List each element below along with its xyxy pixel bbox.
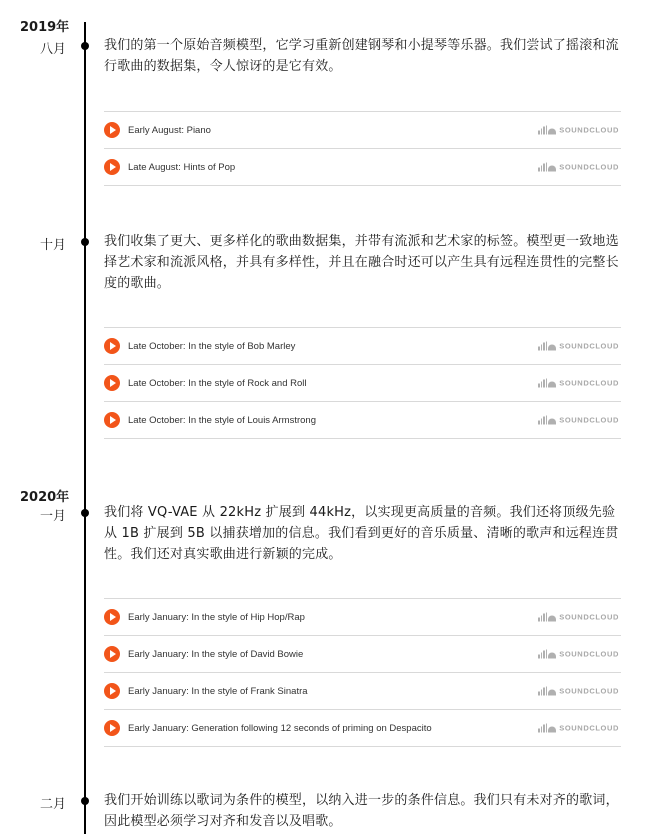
track-row[interactable] — [104, 673, 621, 710]
track-title[interactable]: Early January: Generation following 12 seconds of priming on Despacito — [128, 722, 432, 734]
track-row[interactable] — [104, 599, 621, 636]
entry-description: 我们收集了更大、更多样化的歌曲数据集，并带有流派和艺术家的标签。模型更一致地选择艺术家和流派风格，并具有多样性，并且在融合时还可以产生具有远程连贯性的完整长度的歌曲。 — [104, 234, 619, 291]
soundcloud-text: SOUNDCLOUD — [559, 612, 619, 622]
soundcloud-icon — [538, 687, 556, 696]
soundcloud-logo[interactable] — [538, 126, 619, 135]
entry-description: 我们将 VQ-VAE 从 22kHz 扩展到 44kHz，以实现更高质量的音频。我们还将顶级先验从 1B 扩展到 5B 以捕获增加的信息。我们看到更好的音乐质量、清晰的歌声和远程连贯性。我们还对真实歌曲进行新颖的完成。 — [104, 505, 619, 562]
track-title[interactable]: Early August: Piano — [128, 124, 211, 136]
play-icon[interactable] — [104, 338, 120, 354]
soundcloud-text: SOUNDCLOUD — [559, 125, 619, 135]
timeline-dot — [81, 42, 89, 50]
play-icon[interactable] — [104, 720, 120, 736]
play-icon[interactable] — [104, 159, 120, 175]
soundcloud-text: SOUNDCLOUD — [559, 341, 619, 351]
soundcloud-text: SOUNDCLOUD — [559, 162, 619, 172]
track-title[interactable]: Late October: In the style of Louis Armstrong — [128, 414, 316, 426]
soundcloud-text: SOUNDCLOUD — [559, 378, 619, 388]
soundcloud-text: SOUNDCLOUD — [559, 723, 619, 733]
entry-description: 我们的第一个原始音频模型，它学习重新创建钢琴和小提琴等乐器。我们尝试了摇滚和流行歌曲的数据集，令人惊讶的是它有效。 — [104, 38, 619, 74]
timeline-dot — [81, 238, 89, 246]
track-list — [104, 111, 621, 186]
play-icon[interactable] — [104, 609, 120, 625]
soundcloud-icon — [538, 342, 556, 351]
soundcloud-icon — [538, 163, 556, 172]
play-icon[interactable] — [104, 122, 120, 138]
soundcloud-logo[interactable] — [538, 416, 619, 425]
soundcloud-logo[interactable] — [538, 724, 619, 733]
track-title[interactable]: Early January: In the style of Frank Sinatra — [128, 685, 308, 697]
track-title[interactable]: Late October: In the style of Bob Marley — [128, 340, 296, 352]
soundcloud-icon — [538, 416, 556, 425]
track-row[interactable] — [104, 149, 621, 186]
soundcloud-icon — [538, 126, 556, 135]
soundcloud-logo[interactable] — [538, 163, 619, 172]
track-row[interactable] — [104, 402, 621, 439]
month-label: 一月 — [39, 509, 66, 524]
track-row[interactable] — [104, 710, 621, 747]
year-label: 2020年 — [20, 490, 70, 505]
year-label: 2019年 — [20, 20, 70, 35]
play-icon[interactable] — [104, 375, 120, 391]
track-row[interactable] — [104, 328, 621, 365]
soundcloud-icon — [538, 613, 556, 622]
month-label: 二月 — [39, 797, 66, 812]
play-icon[interactable] — [104, 646, 120, 662]
track-list — [104, 327, 621, 439]
soundcloud-logo[interactable] — [538, 342, 619, 351]
play-icon[interactable] — [104, 412, 120, 428]
timeline-line — [84, 22, 86, 834]
soundcloud-logo[interactable] — [538, 613, 619, 622]
track-row[interactable] — [104, 112, 621, 149]
track-row[interactable] — [104, 365, 621, 402]
soundcloud-icon — [538, 650, 556, 659]
soundcloud-logo[interactable] — [538, 650, 619, 659]
soundcloud-icon — [538, 724, 556, 733]
timeline-dot — [81, 797, 89, 805]
soundcloud-logo[interactable] — [538, 687, 619, 696]
track-title[interactable]: Late August: Hints of Pop — [128, 161, 236, 173]
soundcloud-text: SOUNDCLOUD — [559, 415, 619, 425]
month-label: 八月 — [39, 42, 66, 57]
track-row[interactable] — [104, 636, 621, 673]
soundcloud-logo[interactable] — [538, 379, 619, 388]
track-title[interactable]: Early January: In the style of David Bowie — [128, 648, 304, 660]
play-icon[interactable] — [104, 683, 120, 699]
soundcloud-text: SOUNDCLOUD — [559, 686, 619, 696]
track-list — [104, 598, 621, 747]
timeline-dot — [81, 509, 89, 517]
track-title[interactable]: Early January: In the style of Hip Hop/Rap — [128, 611, 305, 623]
soundcloud-icon — [538, 379, 556, 388]
entry-description: 我们开始训练以歌词为条件的模型，以纳入进一步的条件信息。我们只有未对齐的歌词，因此模型必须学习对齐和发音以及唱歌。 — [104, 793, 619, 829]
month-label: 十月 — [39, 238, 66, 253]
soundcloud-text: SOUNDCLOUD — [559, 649, 619, 659]
track-title[interactable]: Late October: In the style of Rock and Roll — [128, 377, 307, 389]
